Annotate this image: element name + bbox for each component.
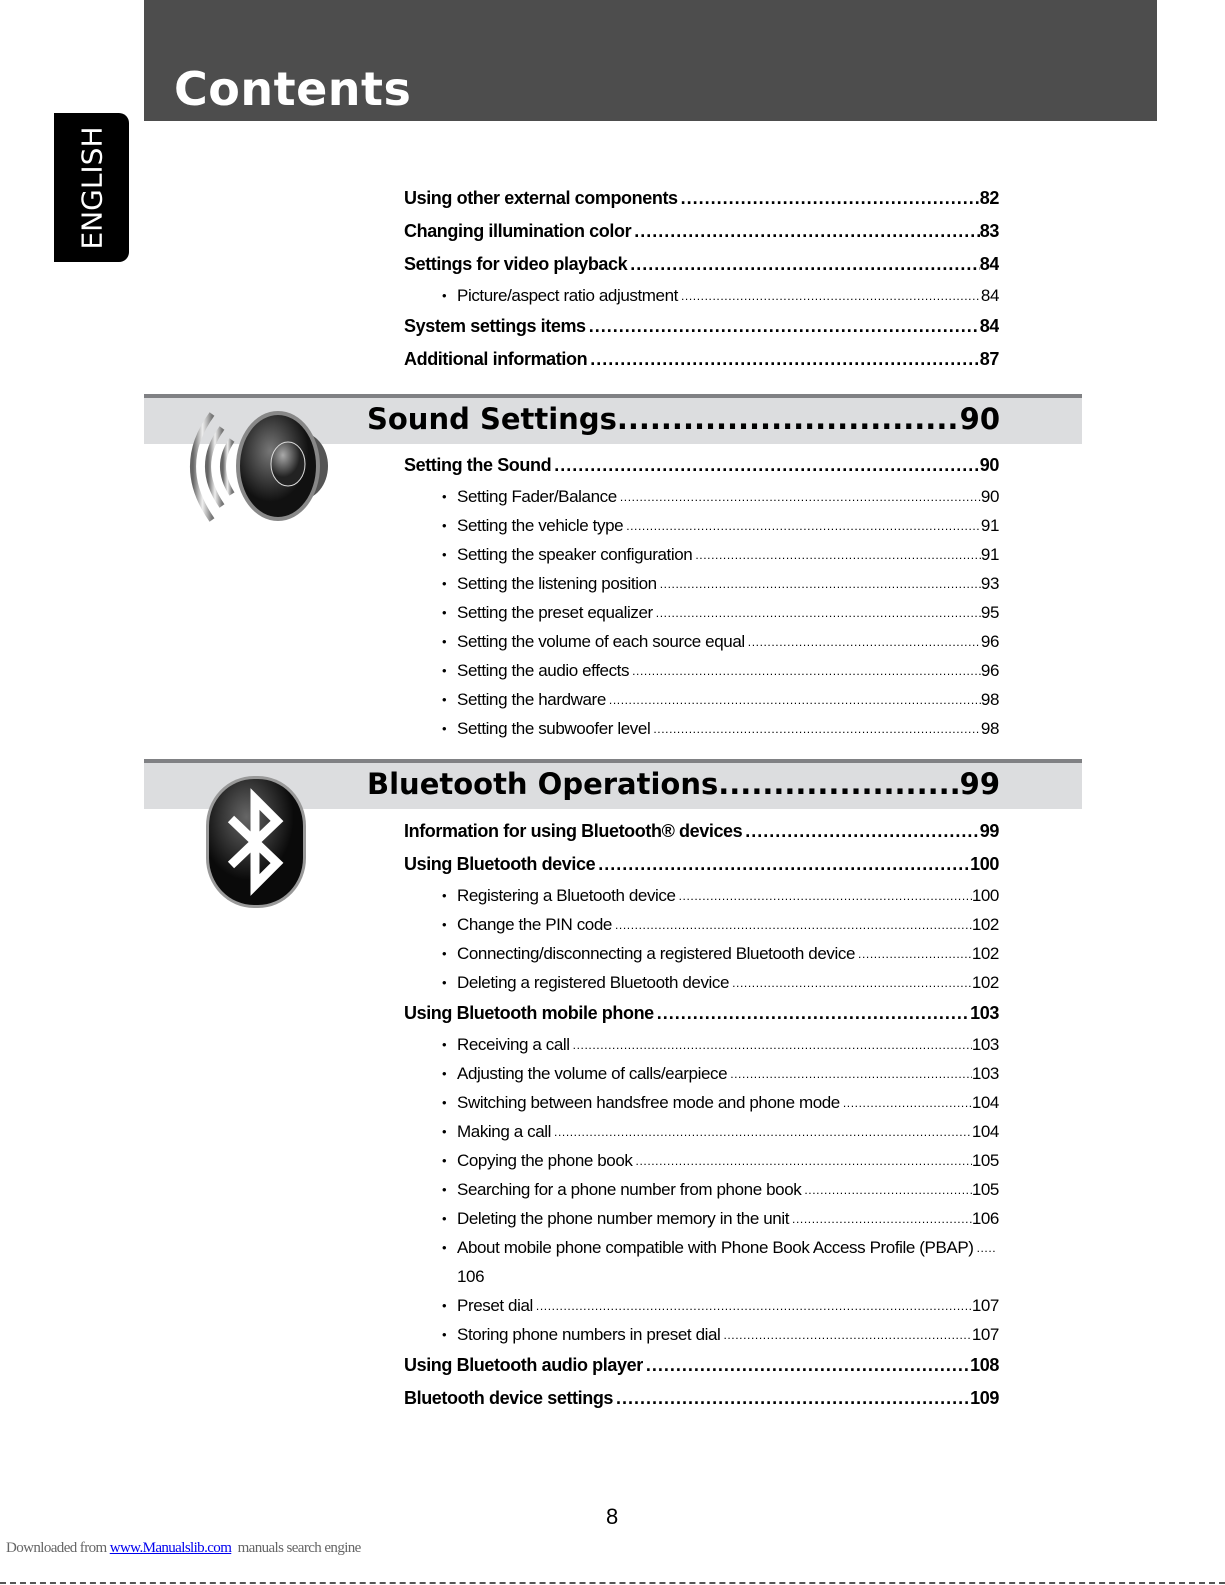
entry-label: Settings for video playback xyxy=(404,254,628,274)
entry-label: Setting the Sound xyxy=(404,455,552,475)
dot-leader xyxy=(590,349,980,370)
toc-entry[interactable] xyxy=(404,1059,999,1088)
toc-entry[interactable] xyxy=(404,1320,999,1349)
page-number: 8 xyxy=(606,1504,619,1529)
dot-leader xyxy=(858,947,972,968)
entry-label: • Setting the speaker configuration xyxy=(457,544,693,564)
dot-leader xyxy=(589,316,980,337)
entry-label: • Setting the subwoofer level xyxy=(457,718,651,738)
entry-label: Additional information xyxy=(404,349,588,369)
dot-leader xyxy=(636,1154,972,1175)
toc-intro xyxy=(404,182,999,376)
entry-page: 91 xyxy=(980,515,999,535)
entry-page: 105 xyxy=(971,1150,999,1170)
entry-page: 108 xyxy=(970,1355,999,1375)
toc-entry[interactable] xyxy=(404,939,999,968)
toc-bluetooth xyxy=(404,815,999,1415)
entry-page: 109 xyxy=(970,1388,999,1408)
dot-leader xyxy=(732,976,972,997)
toc-entry[interactable] xyxy=(404,848,999,881)
entry-label: • Adjusting the volume of calls/earpiece xyxy=(457,1063,728,1083)
section-title-label: Bluetooth Operations xyxy=(367,767,719,801)
entry-page: 107 xyxy=(971,1295,999,1315)
entry-label: System settings items xyxy=(404,316,586,336)
dot-leader xyxy=(632,664,981,685)
toc-entry[interactable] xyxy=(404,248,999,281)
entry-label: Using Bluetooth device xyxy=(404,854,596,874)
entry-page: 96 xyxy=(980,631,999,651)
toc-entry[interactable] xyxy=(404,182,999,215)
entry-label: Using Bluetooth audio player xyxy=(404,1355,643,1375)
entry-page: 100 xyxy=(970,854,999,874)
entry-page: 95 xyxy=(980,602,999,622)
toc-entry[interactable] xyxy=(404,449,999,482)
entry-label: • Change the PIN code xyxy=(457,914,612,934)
entry-page: 105 xyxy=(971,1179,999,1199)
entry-page: 96 xyxy=(980,660,999,680)
toc-sound xyxy=(404,449,999,743)
dot-leader xyxy=(792,1212,972,1233)
entry-page: 102 xyxy=(971,943,999,963)
entry-page: 100 xyxy=(971,885,999,905)
entry-label: • Storing phone numbers in preset dial xyxy=(457,1324,721,1344)
entry-label: • Making a call xyxy=(457,1121,552,1141)
toc-entry[interactable] xyxy=(404,881,999,910)
footer-prefix: Downloaded from xyxy=(6,1540,110,1556)
entry-page: 104 xyxy=(971,1121,999,1141)
entry-page: 104 xyxy=(971,1092,999,1112)
toc-entry[interactable] xyxy=(404,281,999,310)
dot-leader xyxy=(723,1328,971,1349)
entry-label: Information for using Bluetooth® devices xyxy=(404,821,743,841)
toc-entry[interactable] xyxy=(404,1382,999,1415)
footer-suffix: manuals search engine xyxy=(231,1540,361,1556)
entry-page: 102 xyxy=(971,972,999,992)
toc-entry[interactable] xyxy=(404,714,999,743)
dot-leader xyxy=(681,188,980,209)
dot-leader xyxy=(573,1038,972,1059)
dot-leader: ..... xyxy=(976,1241,997,1255)
section-page: 99 xyxy=(959,767,1000,801)
entry-label: • Copying the phone book xyxy=(457,1150,633,1170)
toc-entry[interactable] xyxy=(404,569,999,598)
entry-page: 87 xyxy=(979,349,999,369)
dot-leader xyxy=(748,635,981,656)
dot-leader xyxy=(617,402,960,436)
toc-entry[interactable] xyxy=(404,482,999,511)
entry-label: • Setting the vehicle type xyxy=(457,515,624,535)
entry-label: • Searching for a phone number from phone book xyxy=(457,1179,802,1199)
dot-leader xyxy=(660,577,981,598)
dot-leader xyxy=(609,693,981,714)
entry-label: • Setting the preset equalizer xyxy=(457,602,653,622)
entry-label: • About mobile phone compatible with Phone Book Access Profile (PBAP) xyxy=(457,1237,974,1257)
toc-entry[interactable] xyxy=(404,627,999,656)
speaker-icon xyxy=(180,408,330,526)
dot-leader xyxy=(598,854,970,875)
toc-entry[interactable] xyxy=(404,1175,999,1204)
entry-label: Using other external components xyxy=(404,188,678,208)
toc-entry[interactable] xyxy=(404,685,999,714)
entry-page: 99 xyxy=(979,821,999,841)
dot-leader xyxy=(843,1096,972,1117)
entry-page: 90 xyxy=(979,455,999,475)
dot-leader xyxy=(804,1183,971,1204)
bluetooth-icon xyxy=(205,775,307,909)
toc-entry[interactable] xyxy=(404,511,999,540)
entry-page: 98 xyxy=(980,689,999,709)
entry-page: 93 xyxy=(980,573,999,593)
dot-leader xyxy=(646,1355,970,1376)
dot-leader xyxy=(616,1388,970,1409)
entry-label: • Setting Fader/Balance xyxy=(457,486,617,506)
toc-entry[interactable] xyxy=(404,656,999,685)
toc-entry[interactable] xyxy=(404,815,999,848)
toc-entry[interactable] xyxy=(404,968,999,997)
language-tab xyxy=(54,113,129,262)
toc-entry[interactable] xyxy=(404,1088,999,1117)
entry-label: • Setting the hardware xyxy=(457,689,606,709)
entry-label: • Deleting the phone number memory in the unit xyxy=(457,1208,790,1228)
toc-entry[interactable] xyxy=(404,310,999,343)
toc-entry[interactable] xyxy=(404,1233,999,1262)
entry-page: 91 xyxy=(980,544,999,564)
entry-page: 107 xyxy=(971,1324,999,1344)
entry-label: • Setting the volume of each source equal xyxy=(457,631,745,651)
toc-entry[interactable] xyxy=(404,910,999,939)
dot-leader xyxy=(679,889,972,910)
entry-label: Bluetooth device settings xyxy=(404,1388,614,1408)
dot-leader xyxy=(653,722,981,743)
toc-entry[interactable] xyxy=(404,1291,999,1320)
section-page: 90 xyxy=(959,402,1000,436)
section-title-sound[interactable] xyxy=(367,402,1000,436)
dot-leader xyxy=(730,1067,972,1088)
download-footer xyxy=(6,1540,361,1557)
toc-entry[interactable] xyxy=(404,343,999,376)
entry-page: 98 xyxy=(980,718,999,738)
toc-entry[interactable] xyxy=(404,598,999,627)
toc-entry[interactable] xyxy=(404,1030,999,1059)
entry-label: Using Bluetooth mobile phone xyxy=(404,1003,654,1023)
toc-entry[interactable] xyxy=(404,540,999,569)
entry-page: 103 xyxy=(971,1063,999,1083)
toc-entry[interactable] xyxy=(404,1349,999,1382)
entry-page: 83 xyxy=(979,221,999,241)
entry-label: • Registering a Bluetooth device xyxy=(457,885,676,905)
dot-leader xyxy=(615,918,972,939)
entry-page: 103 xyxy=(971,1034,999,1054)
entry-page-wrapped: 106 xyxy=(457,1266,485,1286)
toc-entry[interactable] xyxy=(404,1117,999,1146)
dot-leader xyxy=(745,821,979,842)
dot-leader xyxy=(681,289,981,310)
entry-page: 90 xyxy=(980,486,999,506)
dot-leader xyxy=(630,254,980,275)
dot-leader xyxy=(620,490,981,511)
dot-leader xyxy=(657,1003,970,1024)
dot-leader xyxy=(626,519,981,540)
toc-entry[interactable] xyxy=(404,215,999,248)
entry-label: • Switching between handsfree mode and phone mode xyxy=(457,1092,840,1112)
entry-page: 84 xyxy=(979,254,999,274)
dot-leader xyxy=(554,1125,972,1146)
entry-label: • Setting the listening position xyxy=(457,573,657,593)
page-edge-divider xyxy=(0,1582,1225,1584)
toc-entry[interactable] xyxy=(404,1146,999,1175)
entry-label: • Setting the audio effects xyxy=(457,660,630,680)
entry-label: • Preset dial xyxy=(457,1295,533,1315)
dot-leader xyxy=(695,548,981,569)
entry-label: • Receiving a call xyxy=(457,1034,570,1054)
entry-page: 84 xyxy=(980,285,999,305)
page-title: Contents xyxy=(174,62,412,116)
dot-leader xyxy=(536,1299,972,1320)
language-label: ENGLISH xyxy=(75,125,108,250)
entry-page: 103 xyxy=(970,1003,999,1023)
dot-leader xyxy=(554,455,980,476)
entry-label: • Connecting/disconnecting a registered Bluetooth device xyxy=(457,943,856,963)
toc-entry[interactable] xyxy=(404,997,999,1030)
section-title-label: Sound Settings xyxy=(367,402,617,436)
entry-label: • Deleting a registered Bluetooth device xyxy=(457,972,730,992)
section-title-bluetooth[interactable] xyxy=(367,767,1000,801)
entry-page: 102 xyxy=(971,914,999,934)
entry-page: 106 xyxy=(971,1208,999,1228)
manualslib-link[interactable]: www.Manualslib.com xyxy=(109,1540,232,1556)
page-header xyxy=(144,0,1157,121)
toc-entry[interactable] xyxy=(404,1204,999,1233)
dot-leader xyxy=(656,606,981,627)
dot-leader xyxy=(634,221,980,242)
dot-leader xyxy=(718,767,959,801)
entry-page: 82 xyxy=(979,188,999,208)
entry-label: • Picture/aspect ratio adjustment xyxy=(457,285,678,305)
entry-label: Changing illumination color xyxy=(404,221,632,241)
entry-page: 84 xyxy=(979,316,999,336)
